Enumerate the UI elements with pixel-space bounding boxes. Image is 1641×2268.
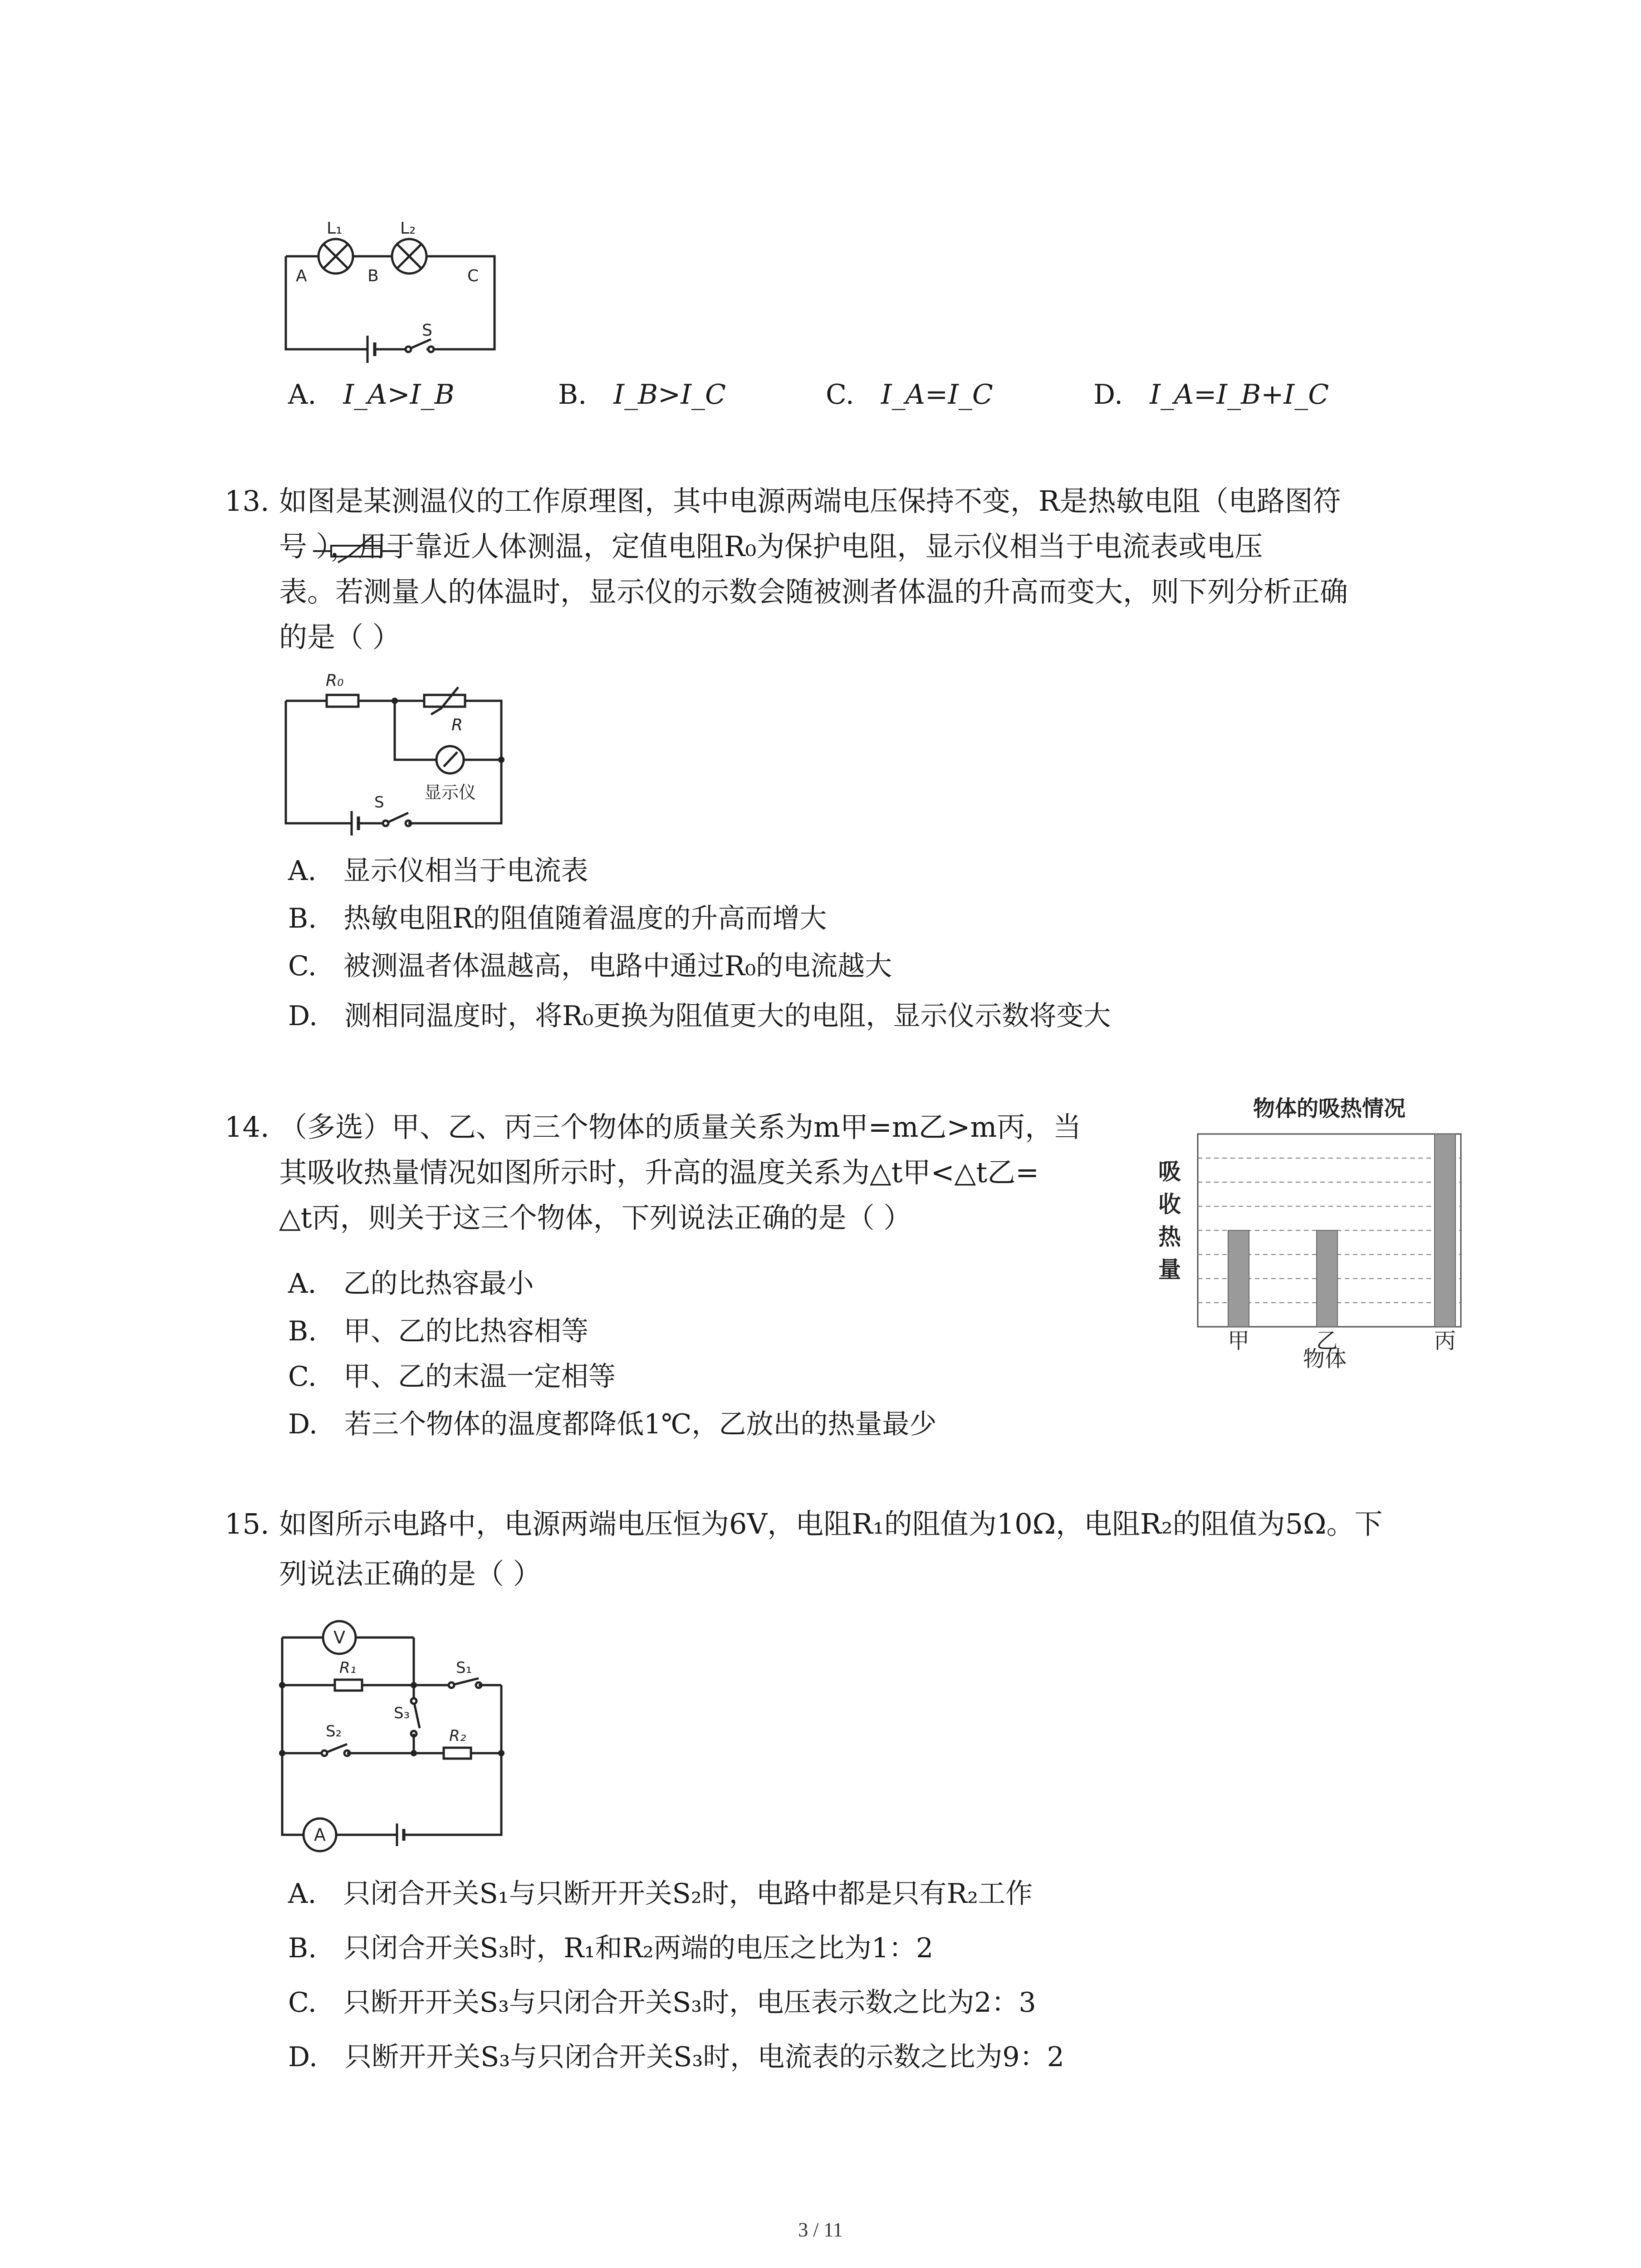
option-key: C. bbox=[288, 950, 317, 982]
option-key: A. bbox=[288, 379, 317, 411]
label-B: B bbox=[367, 267, 379, 285]
label-S3: S₃ bbox=[394, 1704, 410, 1722]
chart-xlabel: 物体 bbox=[1303, 1346, 1347, 1372]
q12-circuit-diagram bbox=[272, 213, 508, 367]
q12-option-a[interactable] bbox=[288, 376, 455, 413]
option-text: 被测温者体温越高，电路中通过R₀的电流越大 bbox=[343, 950, 892, 982]
chart-bar-1 bbox=[1228, 1231, 1249, 1327]
option-text: 若三个物体的温度都降低1℃，乙放出的热量最少 bbox=[344, 1408, 937, 1440]
option-key: A. bbox=[288, 1268, 317, 1300]
option-text: I_A=I_C bbox=[881, 379, 993, 411]
q14-option-d[interactable] bbox=[288, 1406, 936, 1442]
label-S: S bbox=[374, 793, 384, 811]
option-key: B. bbox=[558, 379, 587, 411]
label-S: S bbox=[422, 321, 432, 340]
q13-stem-line-2: 号 ），用于靠近人体测温，定值电阻R₀为保护电阻，显示仪相当于电流表或电压 bbox=[279, 530, 1263, 563]
q13-option-b[interactable] bbox=[288, 900, 827, 937]
option-text: 显示仪相当于电流表 bbox=[343, 855, 588, 887]
chart-xtick-label: 甲 bbox=[1227, 1328, 1250, 1354]
label-R2: R₂ bbox=[449, 1727, 466, 1745]
option-text: 只断开开关S₃与只闭合开关S₃时，电流表的示数之比为9：2 bbox=[344, 2041, 1064, 2073]
label-L1: L₁ bbox=[327, 219, 343, 238]
option-text: I_A>I_B bbox=[343, 379, 455, 411]
q15-stem-line-2: 列说法正确的是（ ） bbox=[279, 1557, 541, 1590]
label-R: R bbox=[451, 716, 463, 734]
q14-option-a[interactable] bbox=[288, 1266, 534, 1302]
q14-option-c[interactable] bbox=[288, 1359, 616, 1395]
q15-stem-line-1: 如图所示电路中，电源两端电压恒为6V，电阻R₁的阻值为10Ω，电阻R₂的阻值为5Ω。下 bbox=[279, 1507, 1383, 1540]
label-C: C bbox=[467, 267, 479, 285]
q15-option-c[interactable] bbox=[288, 1984, 1036, 2021]
option-key: B. bbox=[288, 1315, 317, 1347]
chart-ylabel-char: 吸 bbox=[1158, 1158, 1181, 1185]
chart-ylabel-char: 量 bbox=[1158, 1256, 1181, 1283]
option-text: I_B>I_C bbox=[613, 379, 726, 411]
option-key: C. bbox=[826, 379, 854, 411]
label-A: A bbox=[296, 267, 307, 285]
label-display: 显示仪 bbox=[424, 782, 476, 802]
chart-bar-3 bbox=[1435, 1134, 1455, 1327]
option-key: D. bbox=[288, 1000, 318, 1032]
option-text: 热敏电阻R的阻值随着温度的升高而增大 bbox=[343, 903, 827, 934]
option-key: D. bbox=[288, 2041, 318, 2073]
label-S1: S₁ bbox=[456, 1659, 472, 1677]
chart-xtick-label: 乙 bbox=[1316, 1328, 1338, 1354]
q12-option-c[interactable] bbox=[826, 376, 993, 413]
chart-bar-2 bbox=[1317, 1231, 1337, 1327]
page-number: 3 / 11 bbox=[798, 2219, 843, 2241]
option-key: C. bbox=[288, 1987, 317, 2019]
q13-number: 13. bbox=[225, 484, 269, 518]
label-R1: R₁ bbox=[339, 1659, 357, 1677]
q14-stem-line-1: （多选）甲、乙、丙三个物体的质量关系为m甲=m乙>m丙，当 bbox=[279, 1110, 1082, 1144]
q14-option-b[interactable] bbox=[288, 1313, 588, 1349]
voltmeter-label: V bbox=[333, 1628, 345, 1647]
ammeter-label: A bbox=[314, 1825, 326, 1845]
option-text: I_A=I_B+I_C bbox=[1150, 379, 1329, 411]
q13-stem-line-1: 如图是某测温仪的工作原理图，其中电源两端电压保持不变，R是热敏电阻（电路图符 bbox=[279, 484, 1341, 518]
q15-option-a[interactable] bbox=[288, 1876, 1033, 1912]
q14-number: 14. bbox=[225, 1110, 269, 1144]
option-text: 乙的比热容最小 bbox=[343, 1268, 534, 1300]
q15-option-b[interactable] bbox=[288, 1930, 933, 1966]
q14-stem-line-3: △t丙，则关于这三个物体，下列说法正确的是（ ） bbox=[279, 1201, 912, 1234]
chart-title: 物体的吸热情况 bbox=[1253, 1096, 1406, 1121]
option-key: B. bbox=[288, 1932, 317, 1964]
option-text: 甲、乙的比热容相等 bbox=[343, 1315, 589, 1347]
option-text: 只断开开关S₃与只闭合开关S₃时，电压表示数之比为2：3 bbox=[343, 1987, 1036, 2019]
option-text: 只闭合开关S₃时，R₁和R₂两端的电压之比为1：2 bbox=[343, 1932, 934, 1964]
q15-option-d[interactable] bbox=[288, 2039, 1064, 2075]
q15-number: 15. bbox=[225, 1507, 269, 1540]
q13-stem-line-3: 表。若测量人的体温时，显示仪的示数会随被测者体温的升高而变大，则下列分析正确 bbox=[279, 575, 1348, 608]
option-key: A. bbox=[288, 1878, 317, 1910]
chart-xtick-label: 丙 bbox=[1434, 1328, 1456, 1354]
q13-option-c[interactable] bbox=[288, 948, 892, 984]
option-text: 只闭合开关S₁与只断开开关S₂时，电路中都是只有R₂工作 bbox=[343, 1878, 1033, 1910]
option-key: A. bbox=[288, 855, 317, 887]
option-text: 测相同温度时，将R₀更换为阻值更大的电阻，显示仪示数将变大 bbox=[344, 1000, 1111, 1032]
option-key: D. bbox=[288, 1408, 318, 1440]
q13-option-d[interactable] bbox=[288, 998, 1111, 1034]
label-L2: L₂ bbox=[400, 219, 416, 238]
q12-option-d[interactable] bbox=[1093, 376, 1329, 413]
option-key: D. bbox=[1093, 379, 1123, 411]
q14-stem-line-2: 其吸收热量情况如图所示时，升高的温度关系为△t甲<△t乙= bbox=[279, 1156, 1039, 1189]
heat-absorption-bar-chart bbox=[1152, 1089, 1470, 1379]
option-key: C. bbox=[288, 1361, 317, 1393]
label-S2: S₂ bbox=[326, 1722, 342, 1740]
q15-circuit-diagram bbox=[272, 1615, 517, 1869]
q13-circuit-diagram bbox=[272, 667, 517, 844]
chart-ylabel-char: 热 bbox=[1158, 1224, 1181, 1250]
chart-ylabel-char: 收 bbox=[1158, 1191, 1181, 1217]
q13-option-a[interactable] bbox=[288, 853, 588, 889]
q12-option-b[interactable] bbox=[558, 376, 726, 413]
label-R0: R₀ bbox=[326, 671, 344, 690]
q13-stem-line-4: 的是（ ） bbox=[279, 621, 401, 654]
option-text: 甲、乙的末温一定相等 bbox=[343, 1361, 616, 1393]
thermistor-symbol-icon bbox=[313, 533, 399, 565]
option-key: B. bbox=[288, 903, 317, 934]
